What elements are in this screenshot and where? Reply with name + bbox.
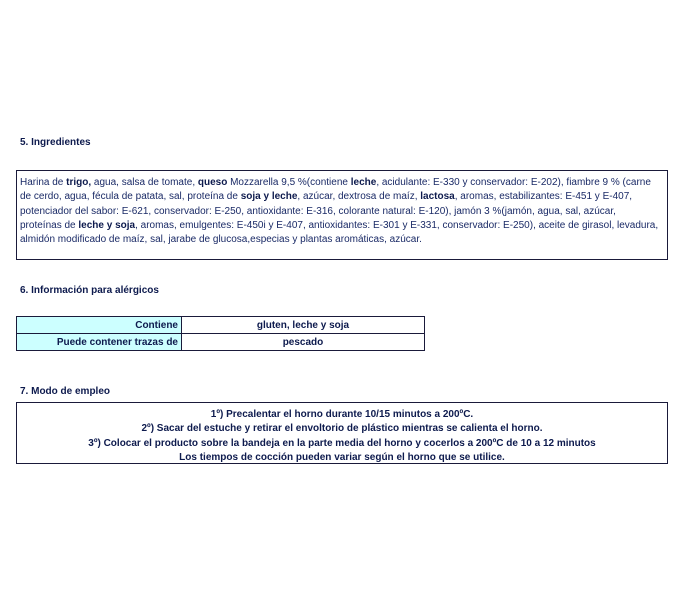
allergen-text: queso xyxy=(197,177,228,188)
alergicos-heading: 6. Información para alérgicos xyxy=(20,285,159,296)
trazas-label: Puede contener trazas de xyxy=(17,334,182,351)
ingredientes-line xyxy=(20,190,664,204)
ingredientes-line xyxy=(20,205,664,219)
allergen-text: leche y soja xyxy=(78,219,136,231)
allergen-text: leche xyxy=(350,177,377,188)
allergen-text: lactosa xyxy=(420,191,455,203)
ingredient-text: almidón modificado de maíz, sal, jarabe de glucosa,especias y plantas aromáticas, azúcar. xyxy=(20,234,422,246)
modo-line-3: 3º) Colocar el producto sobre la bandeja en la parte media del horno y cocerlos a 200ºC de 10 a 12 minutos xyxy=(88,437,596,449)
alergicos-table xyxy=(16,316,425,351)
trazas-row xyxy=(17,334,425,351)
ingredientes-line xyxy=(20,176,664,190)
modo-line-1: 1º) Precalentar el horno durante 10/15 minutos a 200ºC. xyxy=(210,409,474,420)
ingredient-text: , acidulante: E-330 y conservador: E-202), fiambre 9 % (carne xyxy=(376,177,651,188)
ingredient-text: agua, salsa de tomate, xyxy=(91,177,198,188)
trazas-value: pescado xyxy=(182,334,425,351)
ingredientes-box xyxy=(16,170,668,260)
ingredientes-heading: 5. Ingredientes xyxy=(20,137,91,148)
contiene-value: gluten, leche y soja xyxy=(182,317,425,334)
ingredient-text: proteínas de xyxy=(20,219,79,231)
allergen-text: trigo, xyxy=(66,177,92,188)
ingredientes-line xyxy=(20,219,664,233)
ingredient-text: , aromas, estabilizantes: E-451 y E-407, xyxy=(454,191,633,203)
contiene-row xyxy=(17,317,425,334)
ingredient-text: Mozzarella 9,5 %(contiene xyxy=(227,177,351,188)
ingredient-text: , azúcar, dextrosa de maíz, xyxy=(297,191,421,203)
ingredient-text: Harina de xyxy=(20,177,67,188)
modo-line-2: 2º) Sacar del estuche y retirar el envoltorio de plástico mientras se calienta el horno. xyxy=(141,423,543,435)
ingredientes-line xyxy=(20,233,664,247)
modo-box xyxy=(16,402,668,464)
modo-heading: 7. Modo de empleo xyxy=(20,386,111,397)
ingredient-text: potenciador del sabor: E-621, conservador: E-250, antioxidante: E-316, colorante natural: E-120), jamón 3 %(jamón, agua, sal, azúcar, xyxy=(20,205,616,217)
ingredient-text: , aromas, emulgentes: E-450i y E-407, antioxidantes: E-301 y E-331, conservador: E-250), aceite de girasol, levadura, xyxy=(135,219,659,231)
modo-line-4: Los tiempos de cocción pueden variar según el horno que se utilice. xyxy=(179,451,505,463)
contiene-label: Contiene xyxy=(17,317,182,334)
ingredient-text: de cerdo, agua, fécula de patata, sal, proteína de xyxy=(20,191,241,203)
allergen-text: soja y leche xyxy=(240,191,298,203)
